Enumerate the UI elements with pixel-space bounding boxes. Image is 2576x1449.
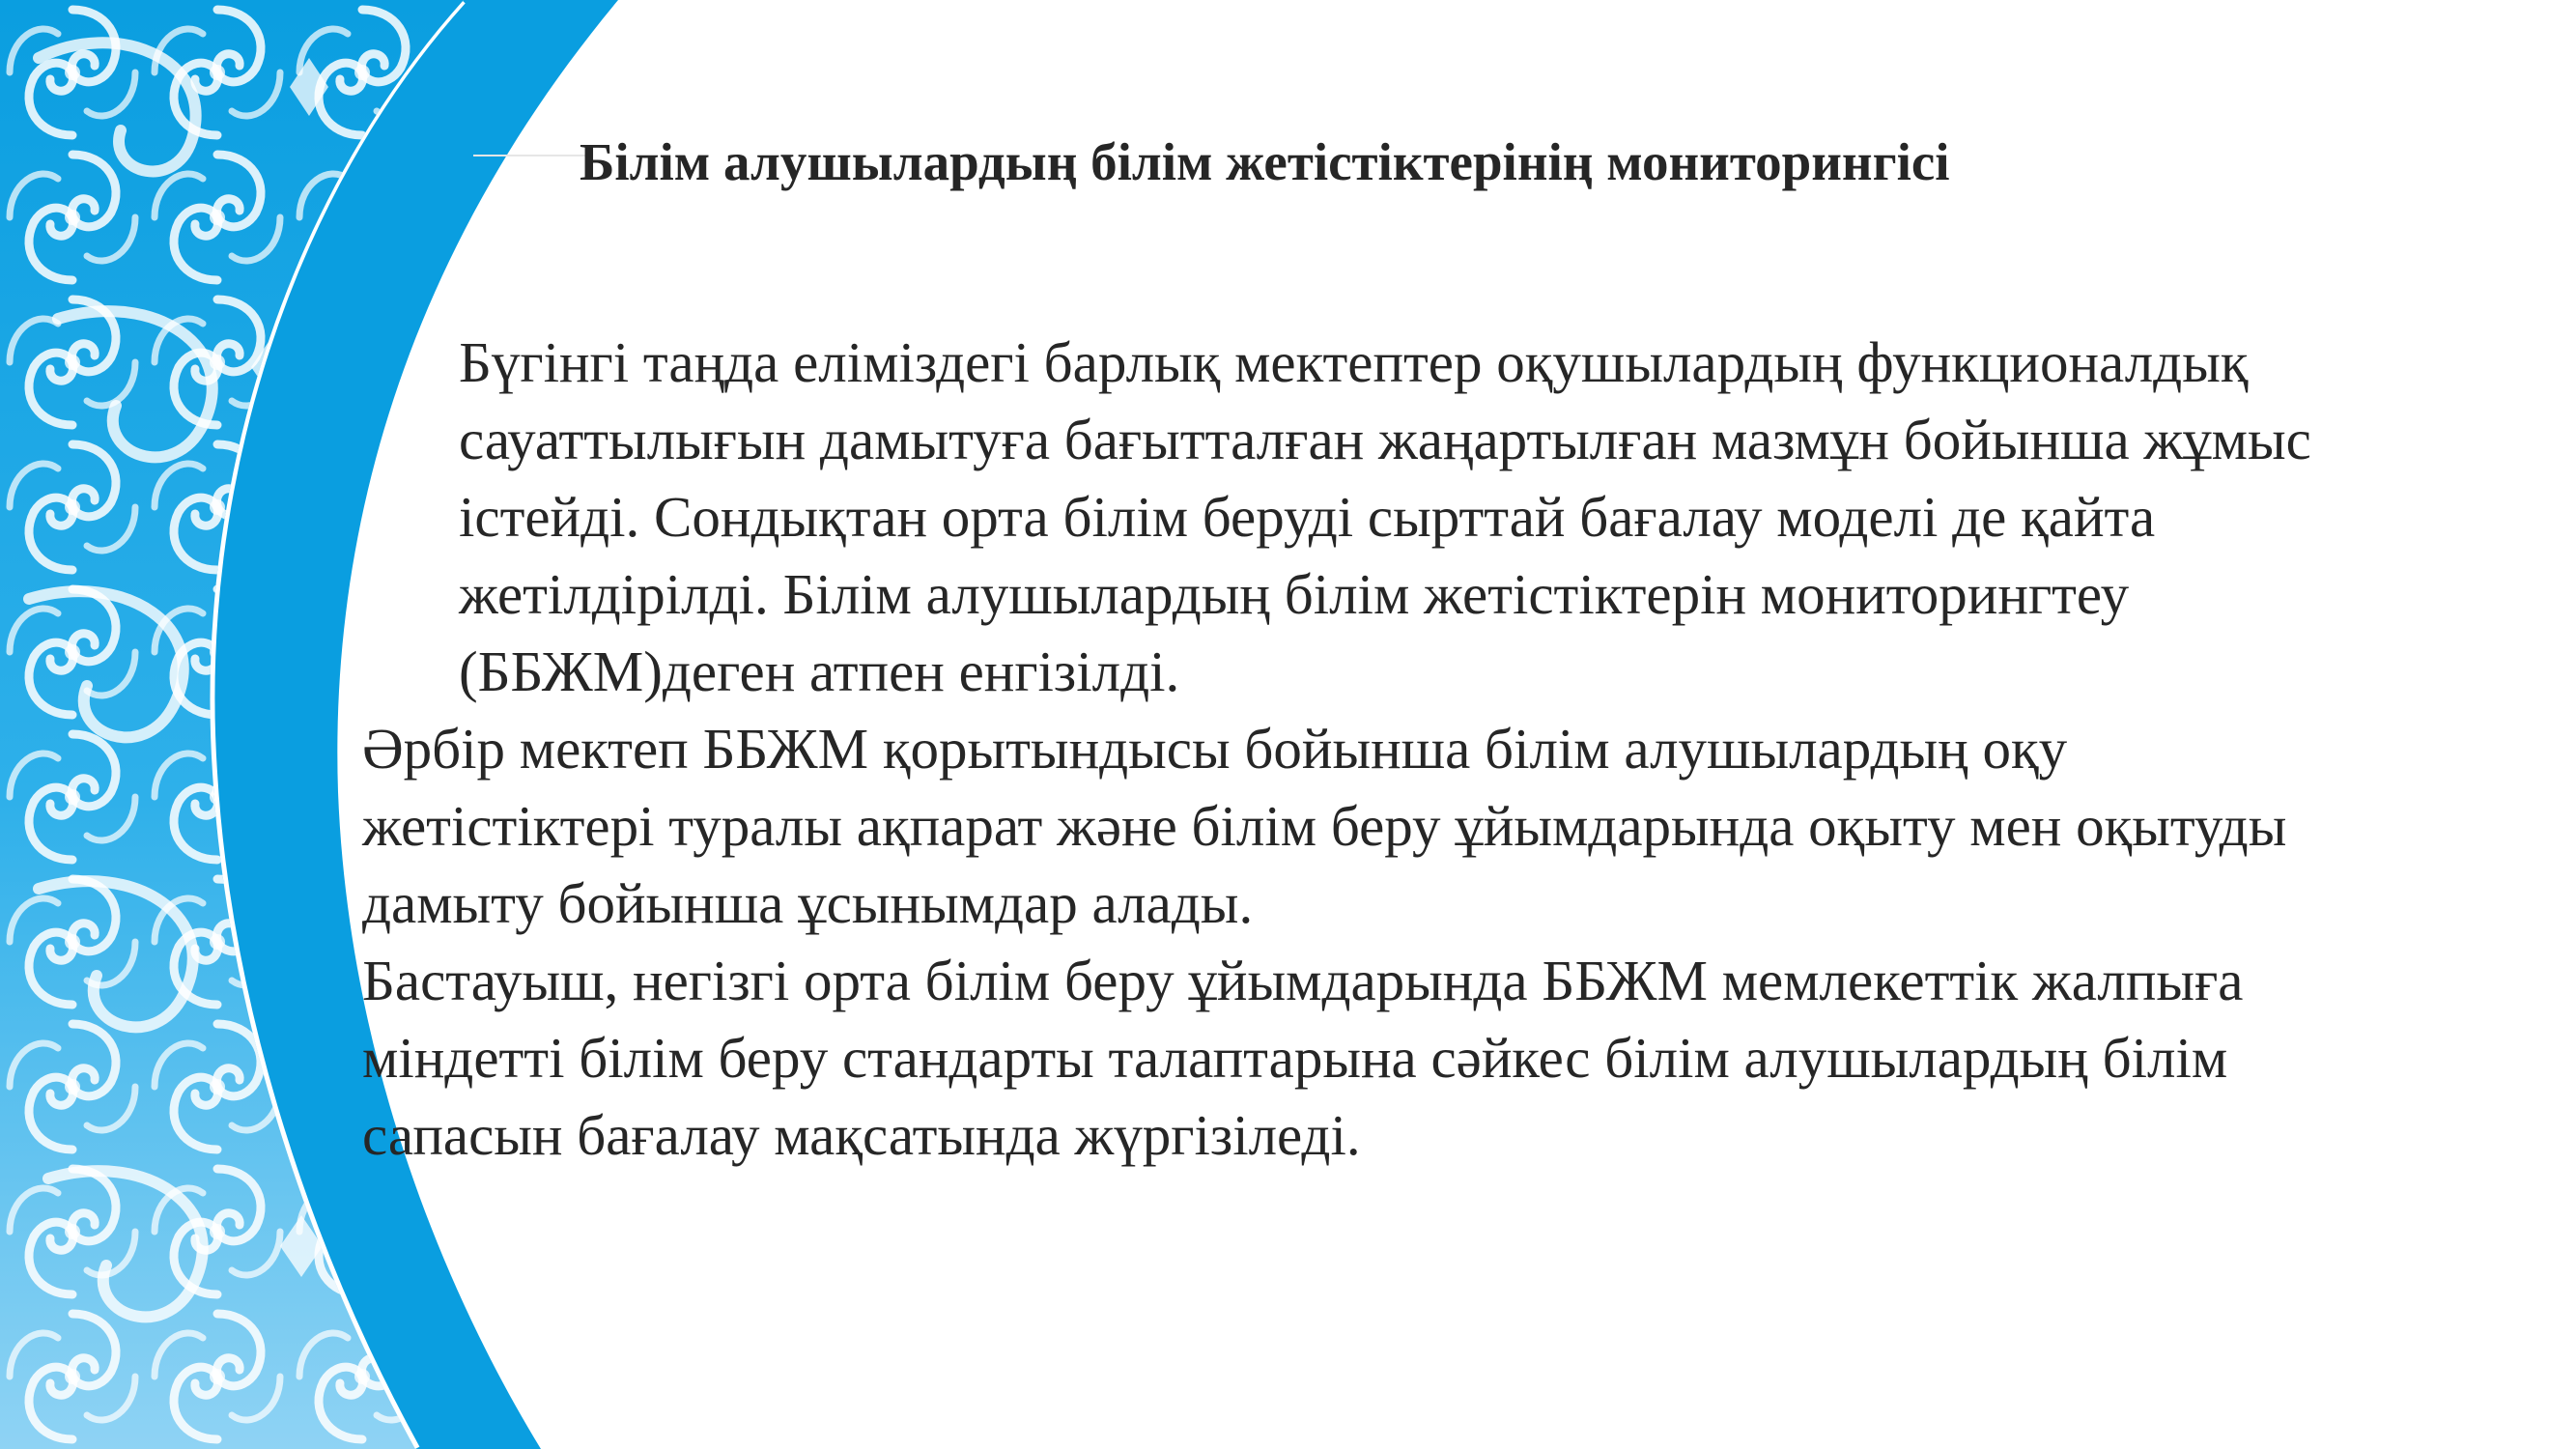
title-divider [473,155,589,156]
slide-title: Білім алушылардың білім жетістіктерінің мониторингісі [580,132,1950,191]
slide-body [362,324,2371,1174]
paragraph-standards: Бастауыш, негізгі орта білім беру ұйымдарында ББЖМ мемлекеттік жалпыға міндетті білім беру стандарты талаптарына сәйкес білім алушылардың білім сапасын бағалау мақсатында жүргізіледі. [362,949,2244,1167]
paragraph-intro: Бүгінгі таңда еліміздегі барлық мектептер оқушылардың функционалдық сауаттылығын дамытуға бағытталған жаңартылған мазмұн бойынша жұмыс істейді. Сондықтан орта білім беруді сырттай бағалау моделі де қайта жетілдірілді. Білім алушылардың білім жетістіктерін мониторингтеу (ББЖМ)деген атпен енгізілді. [459,330,2311,703]
paragraph-results: Әрбір мектеп ББЖМ қорытындысы бойынша білім алушылардың оқу жетістіктері туралы ақпарат және білім беру ұйымдарында оқыту мен оқытуды дамыту бойынша ұсынымдар алады. [362,717,2287,935]
